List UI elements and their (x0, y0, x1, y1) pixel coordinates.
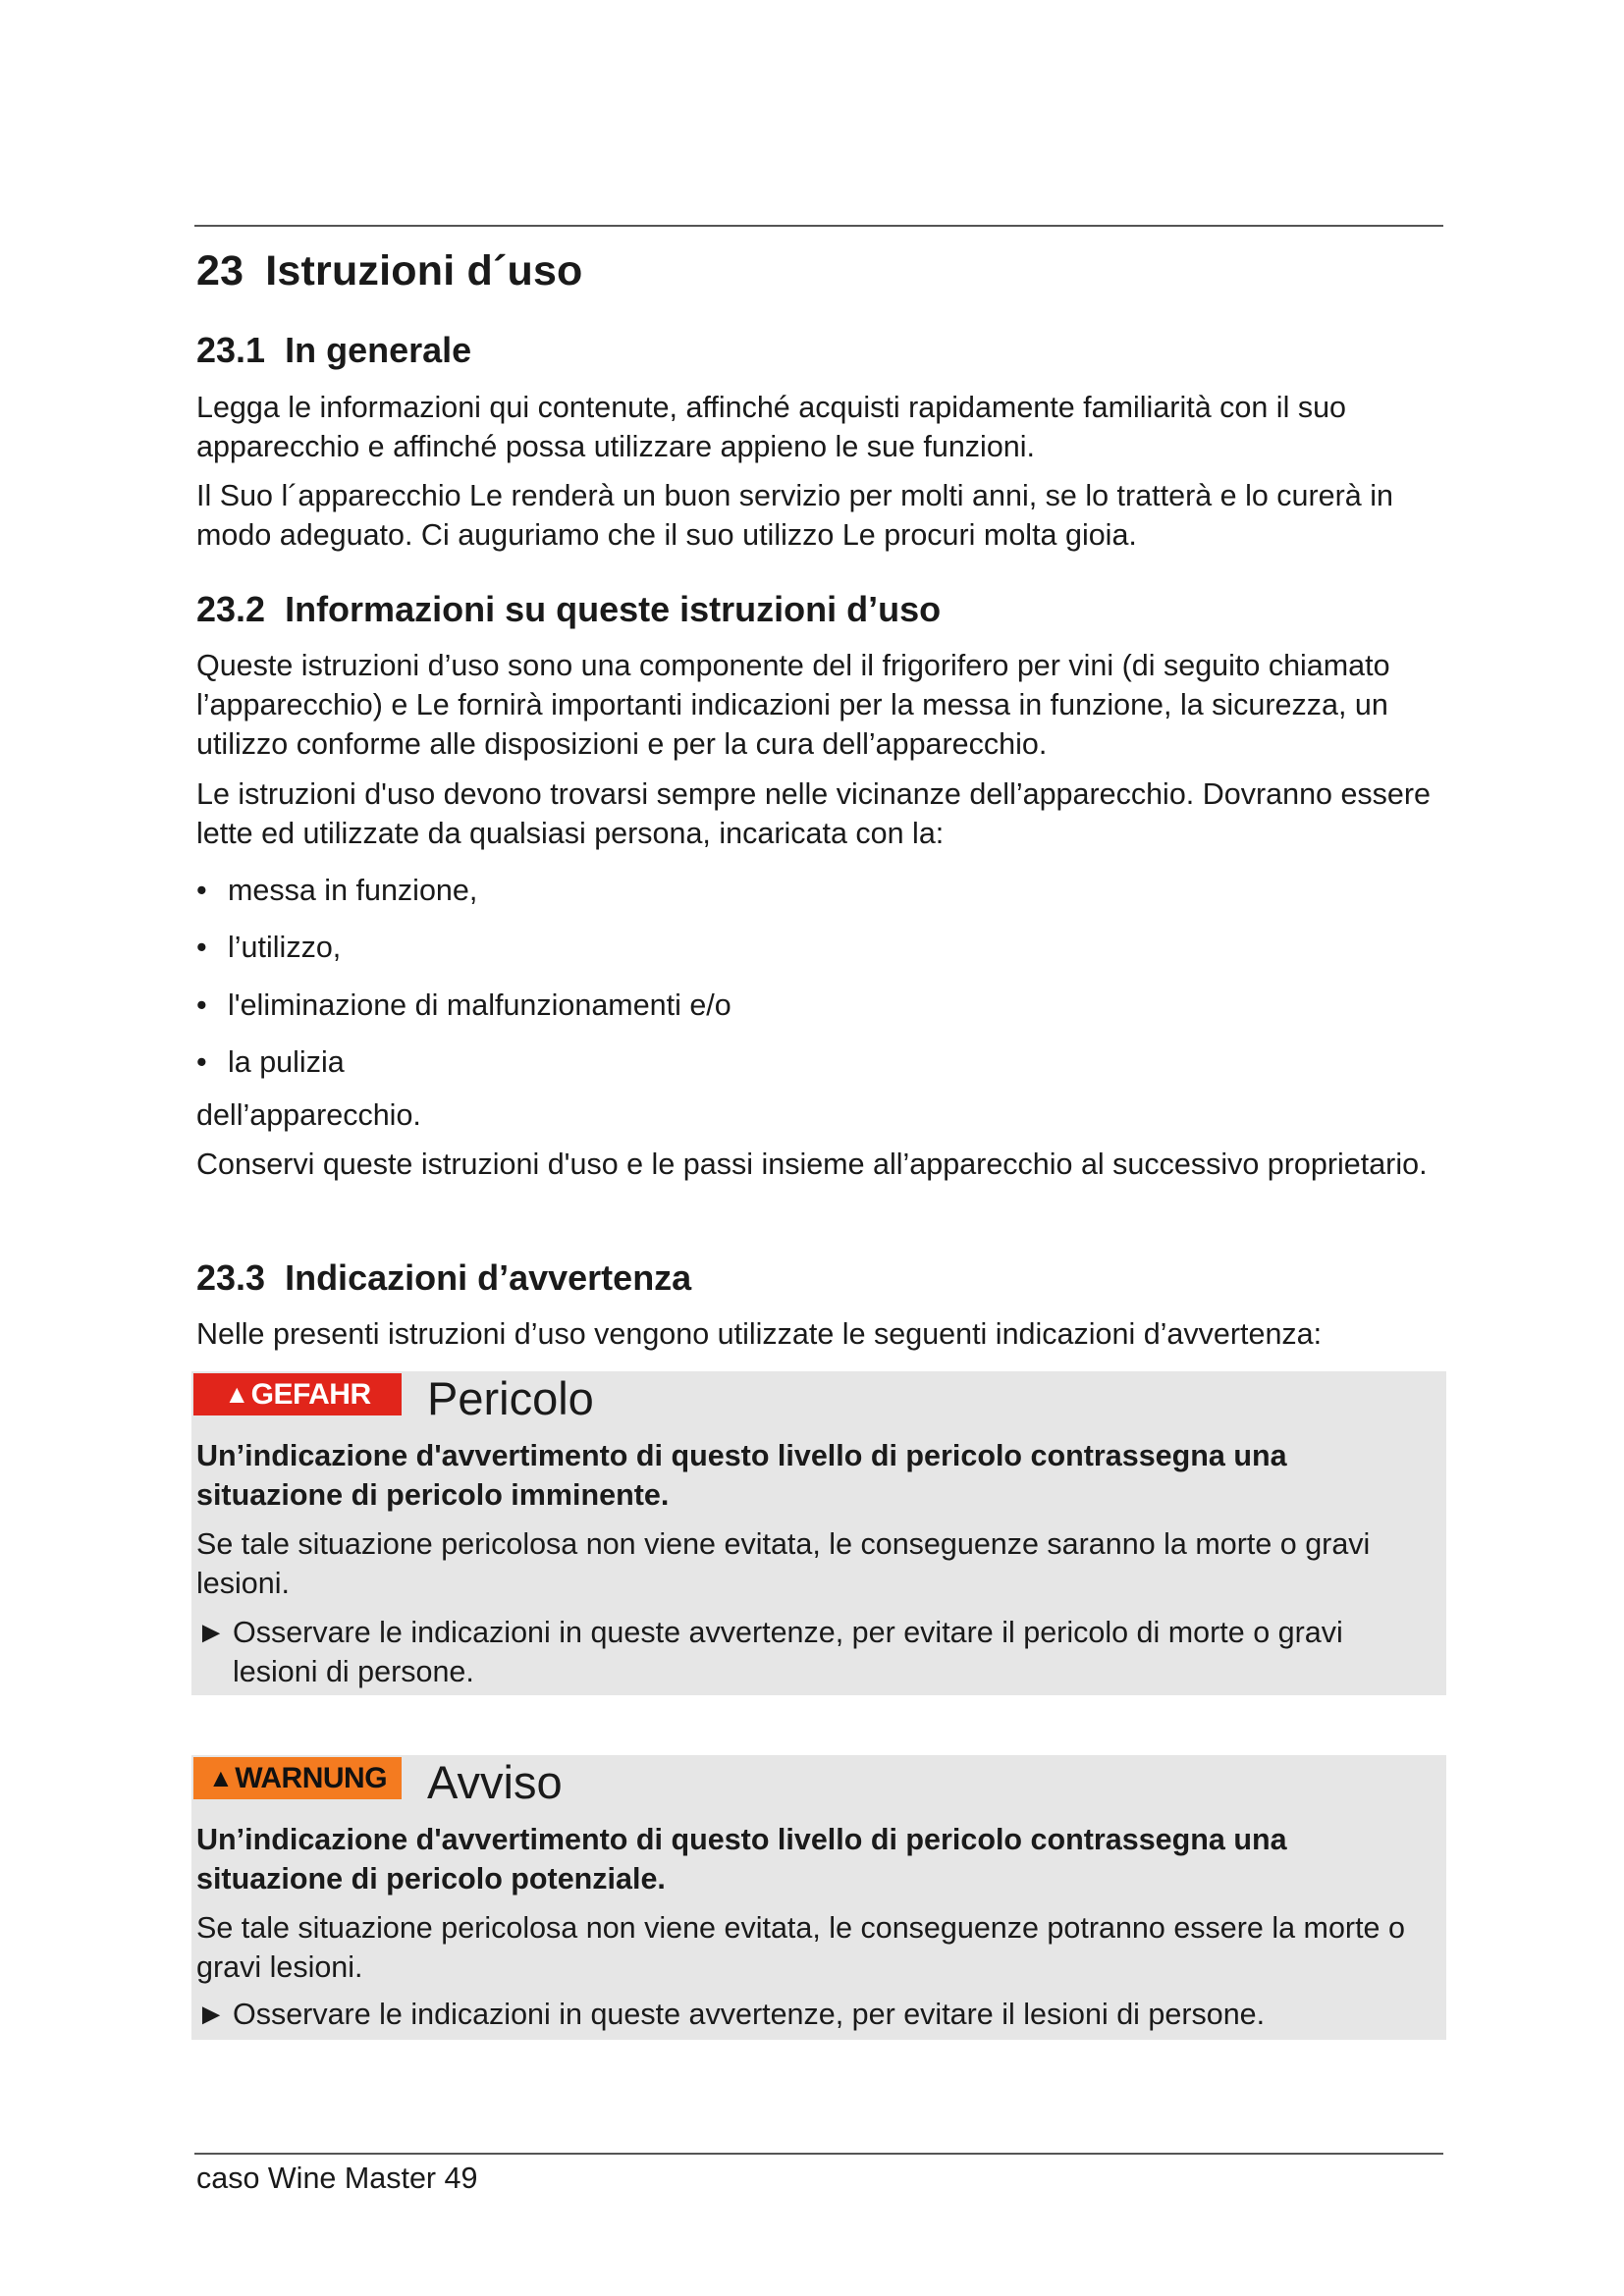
section-heading-general: 23.1 In generale (196, 330, 472, 370)
warnings-intro: Nelle presenti istruzioni d’uso vengono utilizzate le seguenti indicazioni d’avvertenza: (196, 1317, 1323, 1351)
header-rule (194, 225, 1443, 227)
about-list-end: dell’apparecchio. (196, 1098, 421, 1132)
danger-consequence: Se tale situazione pericolosa non viene evitata, le conseguenze saranno la morte o gravi lesioni. (196, 1527, 1371, 1600)
list-item: • l’utilizzo, (196, 931, 342, 964)
danger-title: Pericolo (427, 1372, 594, 1424)
about-paragraph-2: Le istruzioni d'uso devono trovarsi sempre nelle vicinanze dell’apparecchio. Dovranno essere lette ed utilizzate da qualsiasi persona, incaricata con la: (196, 777, 1432, 850)
danger-action: ► Osservare le indicazioni in queste avvertenze, per evitare il pericolo di morte o gravi lesioni di persone. (196, 1613, 1434, 1691)
page-footer: caso Wine Master 49 (196, 2162, 478, 2195)
warning-triangle-icon: ▲ (207, 1763, 234, 1792)
danger-box (191, 1371, 1446, 1695)
warning-action: ► Osservare le indicazioni in queste avvertenze, per evitare il lesioni di persone. (196, 1995, 1434, 2034)
list-item: • messa in funzione, (196, 874, 478, 907)
danger-description: Un’indicazione d'avvertimento di questo livello di pericolo contrassegna una situazione di pericolo imminente. (196, 1439, 1287, 1512)
footer-rule (194, 2153, 1443, 2155)
arrow-right-icon: ► (196, 1998, 227, 2031)
warning-badge: ▲ WARNUNG (193, 1757, 402, 1799)
section-heading-about: 23.2 Informazioni su queste istruzioni d’uso (196, 589, 942, 629)
list-item: • l'eliminazione di malfunzionamenti e/o (196, 988, 731, 1022)
list-item: • la pulizia (196, 1045, 345, 1079)
warning-box (191, 1755, 1446, 2040)
warning-consequence: Se tale situazione pericolosa non viene evitata, le conseguenze potranno essere la morte o gravi lesioni. (196, 1911, 1405, 1984)
warning-description: Un’indicazione d'avvertimento di questo livello di pericolo contrassegna una situazione di pericolo potenziale. (196, 1823, 1287, 1896)
warning-triangle-icon: ▲ (224, 1379, 249, 1409)
manual-page (194, 0, 1443, 2296)
general-paragraph-2: Il Suo l´apparecchio Le renderà un buon servizio per molti anni, se lo tratterà e lo curerà in modo adeguato. Ci auguriamo che il suo utilizzo Le procuri molta gioia. (196, 479, 1393, 552)
warning-title: Avviso (427, 1756, 563, 1808)
about-paragraph-3: Conservi queste istruzioni d'uso e le passi insieme all’apparecchio al successivo proprietario. (196, 1148, 1428, 1181)
chapter-heading: 23 Istruzioni d´uso (196, 247, 583, 294)
danger-badge: ▲ GEFAHR (193, 1373, 402, 1415)
section-heading-warnings: 23.3 Indicazioni d’avvertenza (196, 1257, 692, 1298)
arrow-right-icon: ► (196, 1616, 227, 1649)
about-paragraph-1: Queste istruzioni d’uso sono una componente del il frigorifero per vini (di seguito chiamato l’apparecchio) e Le fornirà importanti indicazioni per la messa in funzione, la sicurezza, un utilizzo conforme alle disposizioni e per la cura dell’apparecchio. (196, 649, 1390, 761)
general-paragraph-1: Legga le informazioni qui contenute, affinché acquisti rapidamente familiarità con il suo apparecchio e affinché possa utilizzare appieno le sue funzioni. (196, 391, 1346, 463)
